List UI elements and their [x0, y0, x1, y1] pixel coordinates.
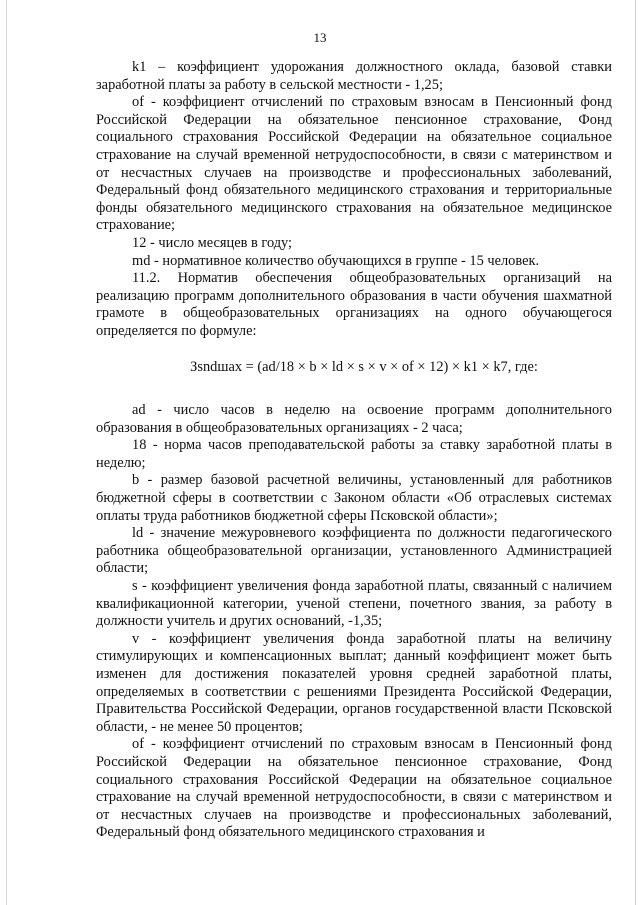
paragraph-11-2: 11.2. Норматив обеспечения общеобразовательных организаций на реализацию программ дополнительного образования в части обучения шахматной грамоте в общеобразовательных организациях на одного обучающегося определяется по формуле:: [96, 270, 612, 339]
paragraph-ad: ad - число часов в неделю на освоение программ дополнительного образования в общеобразовательных организациях - 2 часа;: [96, 402, 612, 436]
formula: Зsndшах = (ad/18 × b × ld × s × v × of × 12) × k1 × k7, где:: [190, 358, 538, 375]
paragraph-of-2: of - коэффициент отчислений по страховым взносам в Пенсионный фонд Российской Федерации на обязательное пенсионное страхование, Фонд социального страхования Российской Федерации на обязательное социальное страхование на случай временной нетрудоспособности, в связи с материнством и от несчастных случаев на производстве и профессиональных заболеваний, Федеральный фонд обязательного медицинского страхования и: [96, 736, 612, 841]
paragraph-s: s - коэффициент увеличения фонда заработной платы, связанный с наличием квалификационной категории, ученой степени, почетного звания, за работу в должности учитель и других оснований, -1,35;: [96, 578, 612, 630]
paragraph-12-months: 12 - число месяцев в году;: [132, 234, 293, 251]
paragraph-v: v - коэффициент увеличения фонда заработной платы на величину стимулирующих и компенсационных выплат; данный коэффициент может быть изменен для достижения показателей уровня средней заработной платы, определяемых в соответствии с решениями Президента Российской Федерации, Правительства Российской Федерации, органов государственной власти Псковской области, - не менее 50 процентов;: [96, 630, 612, 735]
scan-edge-right: [635, 0, 636, 905]
document-body: [96, 59, 612, 842]
paragraph-of: of - коэффициент отчислений по страховым взносам в Пенсионный фонд Российской Федерации на обязательное пенсионное страхование, Фонд социального страхования Российской Федерации на обязательное социальное страхование на случай временной нетрудоспособности, в связи с материнством и от несчастных случаев на производстве и профессиональных заболеваний, Федеральный фонд обязательного медицинского страхования и территориальные фонды обязательного медицинского страхования на обязательное медицинское страхование;: [96, 94, 612, 234]
paragraph-ld: ld - значение межуровневого коэффициента по должности педагогического работника общеобразовательной организации, установленного Администрацией области;: [96, 525, 612, 577]
page-number: 13: [313, 30, 327, 45]
paragraph-k1: k1 – коэффициент удорожания должностного оклада, базовой ставки заработной платы за работу в сельской местности - 1,25;: [96, 59, 612, 93]
paragraph-md: md - нормативное количество обучающихся в группе - 15 человек.: [132, 252, 540, 269]
paragraph-b: b - размер базовой расчетной величины, установленный для работников бюджетной сферы в соответствии с Законом области «Об отраслевых системах оплаты труда работников бюджетной сферы Псковской области»;: [96, 472, 612, 524]
scan-edge-left: [6, 0, 7, 905]
paragraph-18-hours: 18 - норма часов преподавательской работы за ставку заработной платы в неделю;: [96, 437, 612, 471]
